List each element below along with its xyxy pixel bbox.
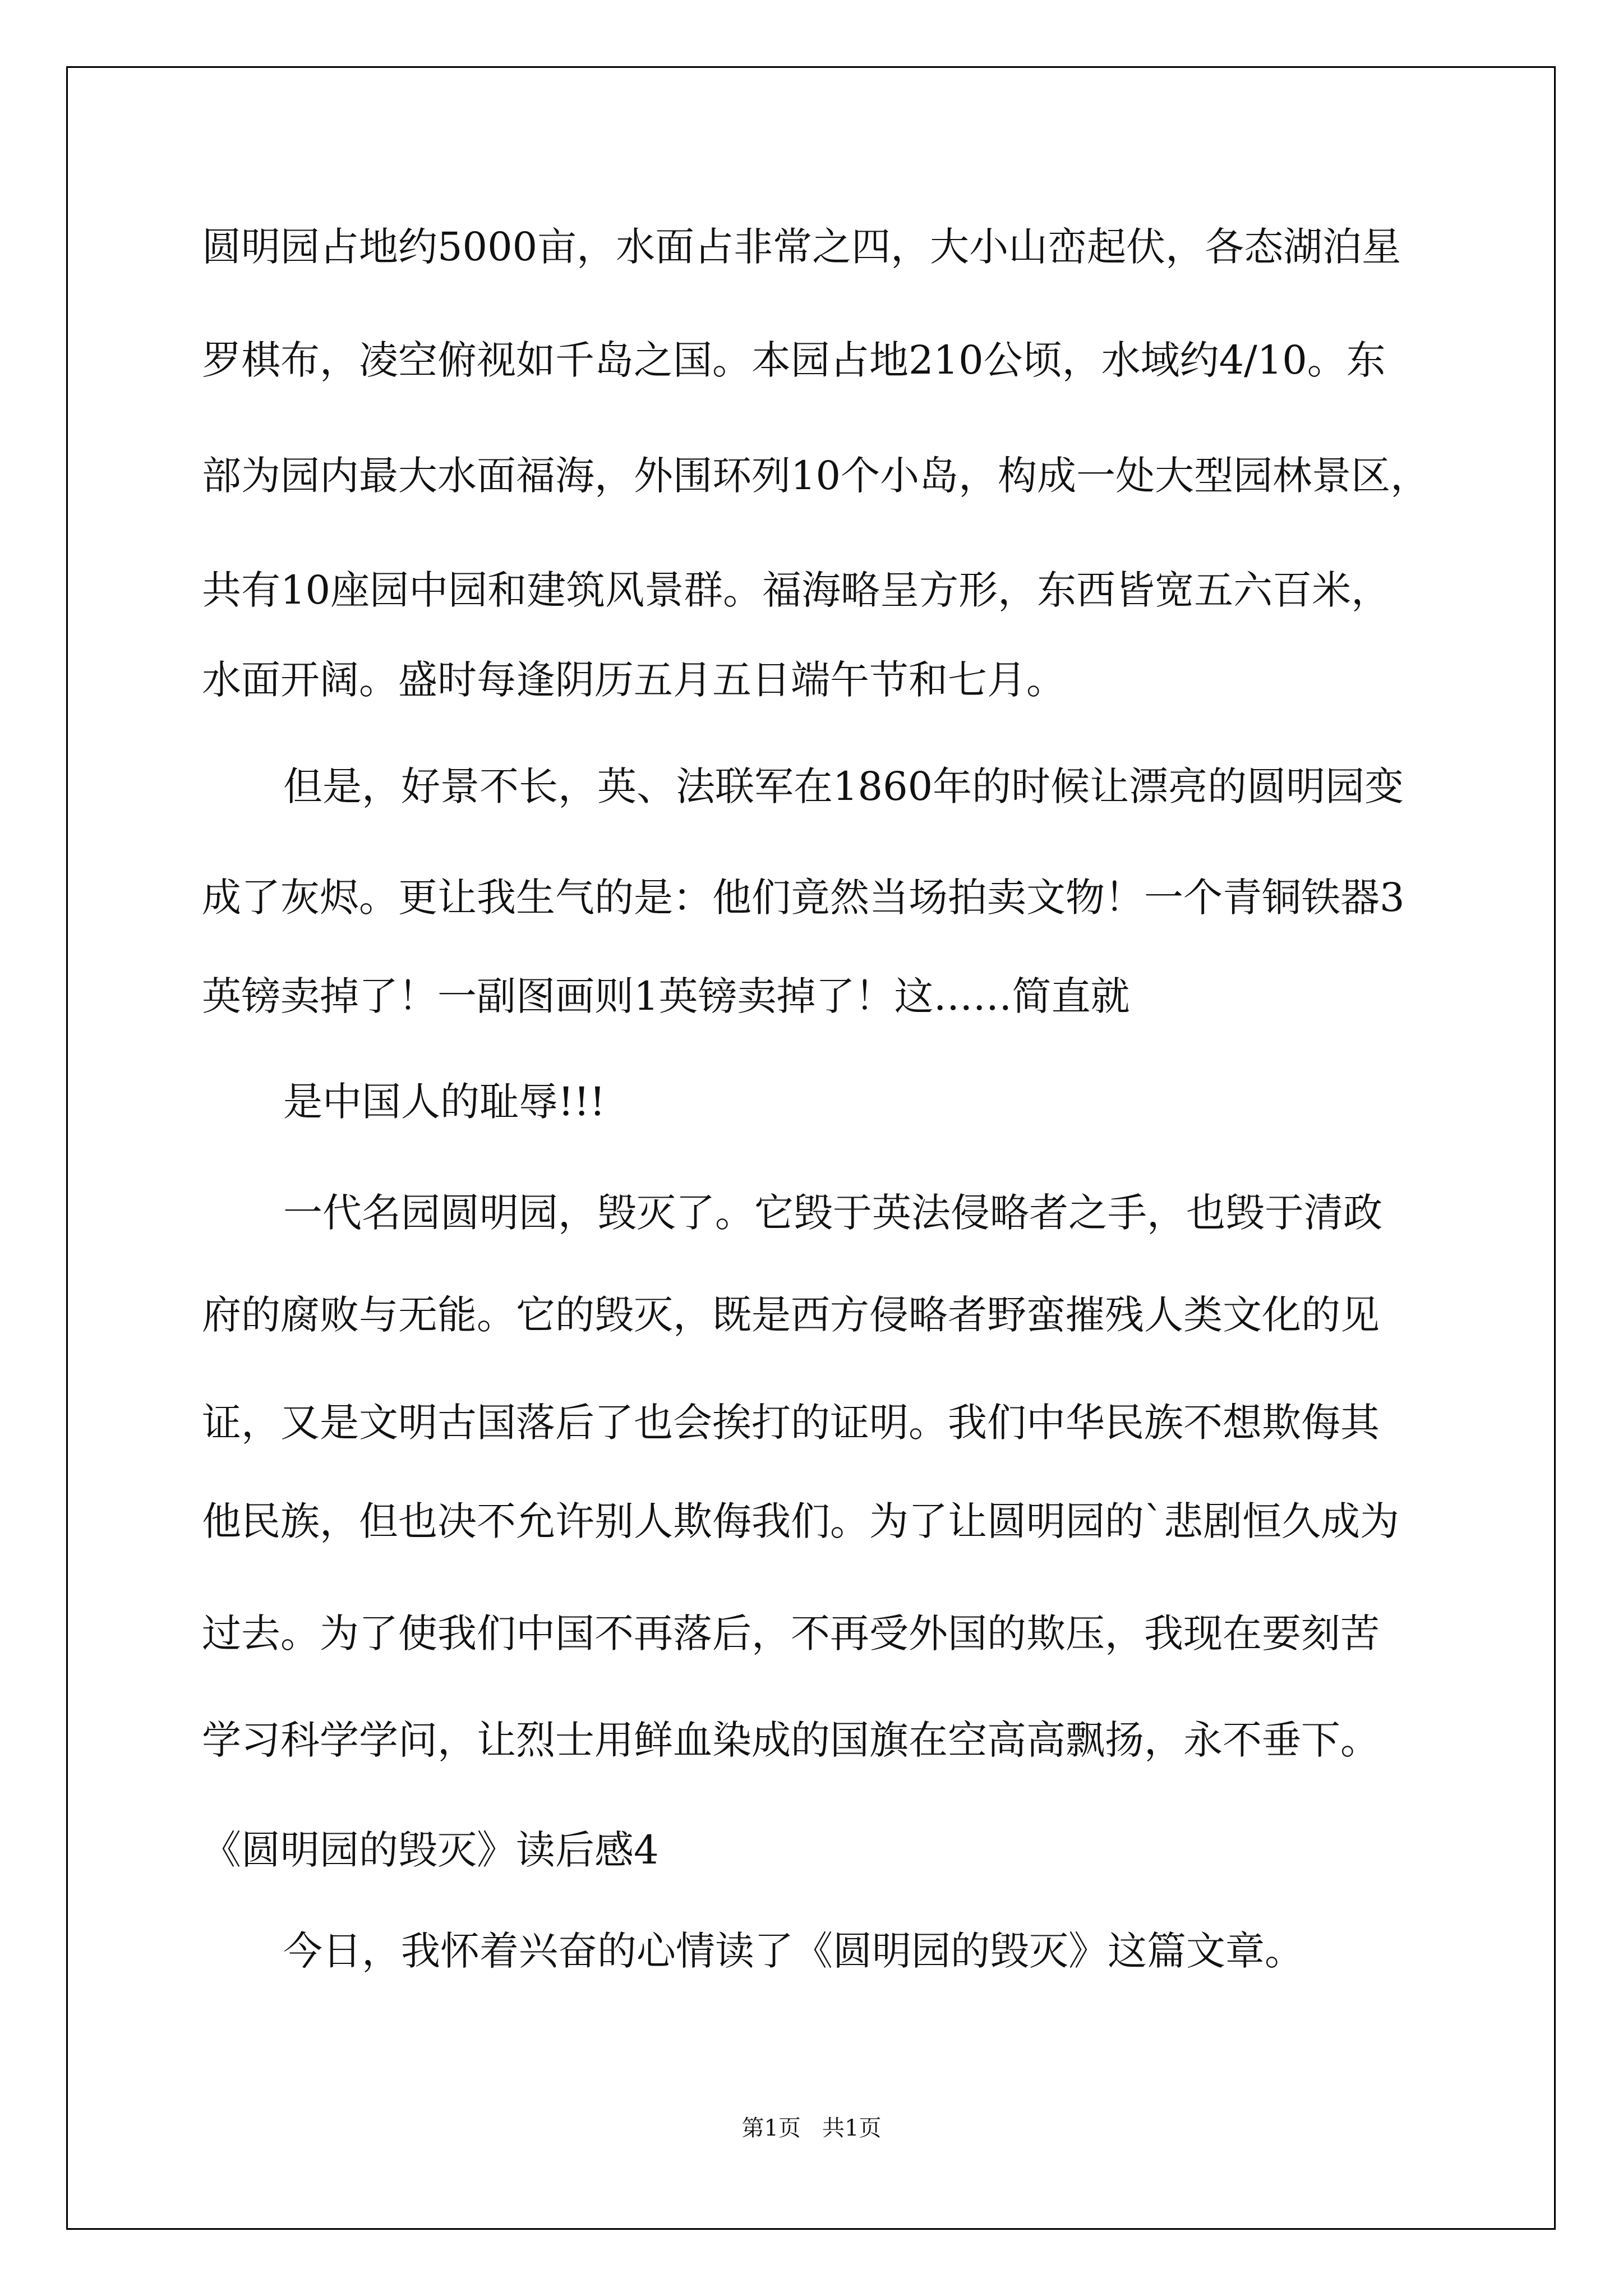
- paragraph-line: 今日，我怀着兴奋的心情读了《圆明园的毁灭》这篇文章。: [283, 1928, 1304, 1974]
- paragraph-line: 但是，好景不长，英、法联军在1860年的时候让漂亮的圆明园变: [283, 763, 1404, 809]
- page-number-footer: 第1页 共1页: [741, 2115, 882, 2141]
- paragraph-line: 圆明园占地约5000亩，水面占非常之四，大小山峦起伏，各态湖泊星: [202, 224, 1401, 270]
- paragraph-line: 一代名园圆明园，毁灭了。它毁于英法侵略者之手，也毁于清政: [283, 1190, 1382, 1236]
- paragraph-line: 英镑卖掉了！一副图画则1英镑卖掉了！这……简直就: [202, 973, 1130, 1019]
- paragraph-line: 水面开阔。盛时每逢阴历五月五日端午节和七月。: [202, 657, 1066, 703]
- page-border: [66, 66, 1556, 2230]
- paragraph-line: 府的腐败与无能。它的毁灭，既是西方侵略者野蛮摧残人类文化的见: [202, 1292, 1380, 1338]
- paragraph-line: 他民族，但也决不允许别人欺侮我们。为了让圆明园的`悲剧恒久成为: [202, 1498, 1399, 1544]
- paragraph-line: 罗棋布，凌空俯视如千岛之国。本园占地210公顷，水域约4/10。东: [202, 337, 1386, 383]
- paragraph-line: 过去。为了使我们中国不再落后，不再受外国的欺压，我现在要刻苦: [202, 1611, 1380, 1657]
- section-heading: 《圆明园的毁灭》读后感4: [202, 1827, 659, 1873]
- paragraph-line: 共有10座园中园和建筑风景群。福海略呈方形，东西皆宽五六百米，: [202, 567, 1391, 613]
- paragraph-line: 是中国人的耻辱!!!: [283, 1079, 606, 1125]
- paragraph-line: 部为园内最大水面福海，外围环列10个小岛，构成一处大型园林景区，: [202, 453, 1430, 499]
- paragraph-line: 成了灰烬。更让我生气的是：他们竟然当场拍卖文物！一个青铜铁器3: [202, 875, 1405, 921]
- paragraph-line: 证，又是文明古国落后了也会挨打的证明。我们中华民族不想欺侮其: [202, 1400, 1380, 1446]
- paragraph-line: 学习科学学问，让烈士用鲜血染成的国旗在空高高飘扬，永不垂下。: [202, 1717, 1380, 1763]
